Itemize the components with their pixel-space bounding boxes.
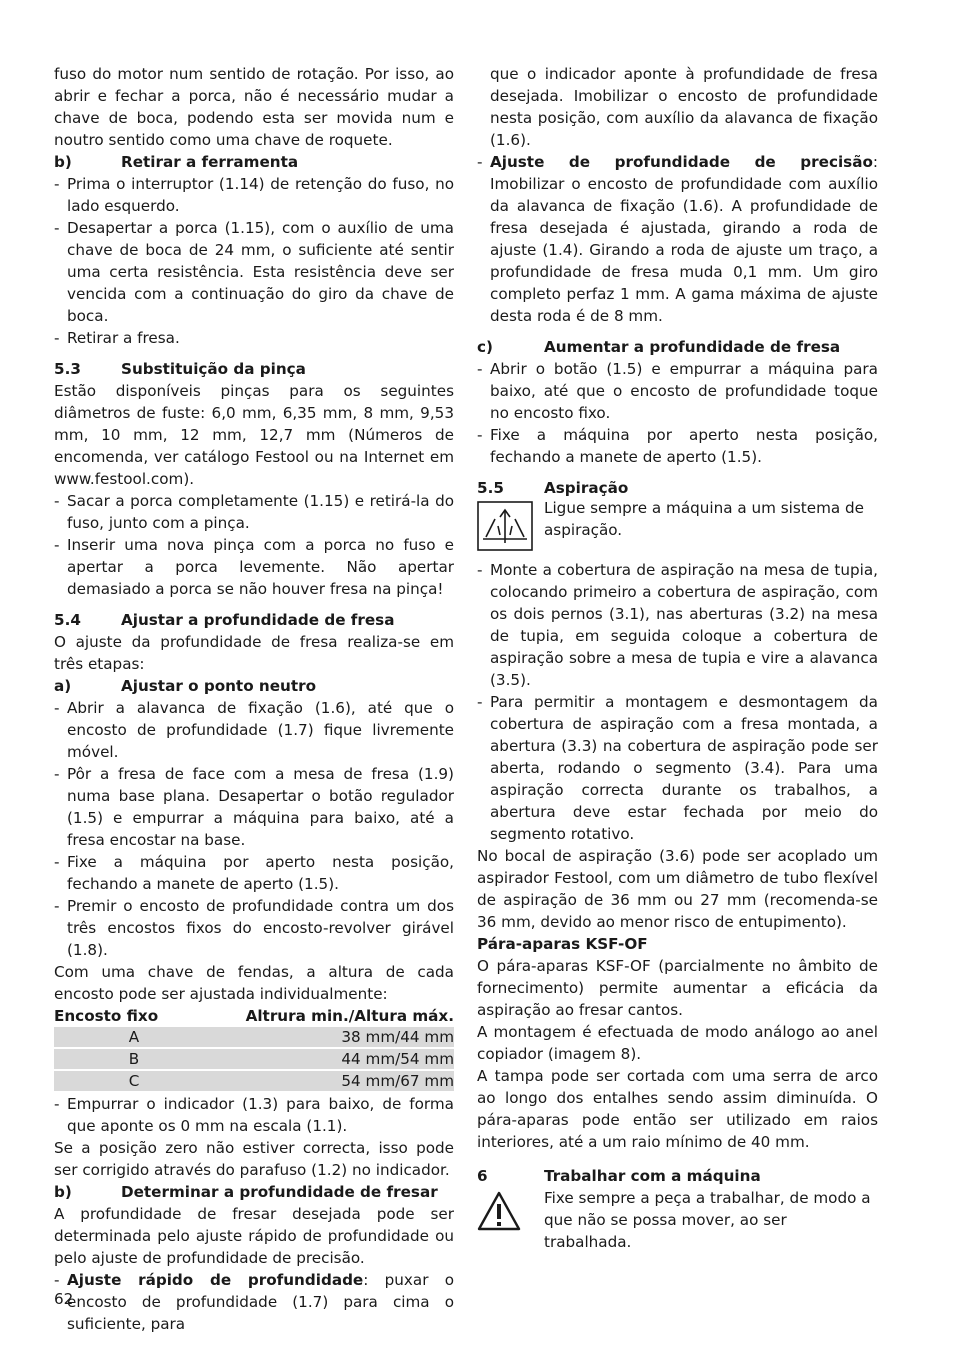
section-number: 6 — [477, 1167, 488, 1185]
list-item: - Premir o encosto de profundidade contra um dos três encostos fixos do encosto-revolver girável (1.8). — [54, 895, 454, 961]
left-column — [54, 63, 454, 1335]
section-heading — [54, 358, 454, 380]
list-item-text: : Imobilizar o encosto de profundidade com auxílio da alavanca de fixação (1.6). A profundidade de fresa desejada é ajustada, girando a roda de ajuste (1.4). Girando a roda de ajuste um traço, a profundidade de fresa muda 0,1 mm. Um giro completo perfaz 1 mm. A gama máxima de ajuste desta roda é de 8 mm. — [490, 153, 878, 325]
list-item — [54, 1269, 454, 1335]
paragraph: O ajuste da profundidade de fresa realiza-se em três etapas: — [54, 633, 454, 673]
subsection-number: b) — [54, 153, 72, 171]
table-cell: A — [128, 1028, 140, 1046]
extraction-notice — [477, 497, 878, 551]
list-item-bold: Ajuste rápido de profundidade — [67, 1271, 364, 1289]
list-item: - Para permitir a montagem e desmontagem da cobertura de aspiração com a fresa montada, a abertura (3.3) na cobertura de aspiração pode ser aberta, rodando o segmento (3.4). Para uma aspiração correcta durante os trabalhos, a abertura deve estar fechada por meio do segmento rotativo. — [477, 691, 878, 845]
list-item: - Pôr a fresa de face com a mesa de fresa (1.9) numa base plana. Desapertar o botão regulador (1.5) e empurrar a máquina para baixo, até a fresa encostar na base. — [54, 763, 454, 851]
list-item-bold: Ajuste de profundidade de precisão — [490, 153, 873, 171]
list-item: - Retirar a fresa. — [54, 327, 454, 349]
list-item: - Empurrar o indicador (1.3) para baixo, de forma que aponte os 0 mm na escala (1.1). — [54, 1093, 454, 1137]
icon-text: Fixe sempre a peça a trabalhar, de modo a que não se possa mover, ao ser trabalhada. — [544, 1189, 871, 1251]
subheading: Pára-aparas KSF-OF — [477, 935, 648, 953]
subsection-title: Ajustar o ponto neutro — [121, 677, 317, 695]
table-header-cell: Altrura min./Altura máx. — [245, 1007, 454, 1025]
table-cell: C — [128, 1072, 140, 1090]
paragraph: Se a posição zero não estiver correcta, isso pode ser corrigido através do parafuso (1.2) no indicador. — [54, 1139, 454, 1179]
dust-extraction-icon — [477, 501, 535, 551]
list-item-text: : puxar o encosto de profundidade (1.7) para cima o suficiente, para — [67, 1271, 454, 1333]
list-item: - Sacar a porca completamente (1.15) e retirá-la do fuso, junto com a pinça. — [54, 490, 454, 534]
table-cell: B — [128, 1050, 140, 1068]
subsection-number: b) — [54, 1183, 72, 1201]
section-number: 5.4 — [54, 611, 81, 629]
subsection-number: a) — [54, 677, 72, 695]
list-item: - Desapertar a porca (1.15), com o auxílio de uma chave de boca de 24 mm, o suficiente até sentir uma certa resistência. Esta resistência deve ser vencida com a continuação do giro da chave de boca. — [54, 217, 454, 327]
subsection-title: Determinar a profundidade de fresar — [121, 1183, 438, 1201]
table-cell: 38 mm/44 mm — [341, 1028, 454, 1046]
section-heading — [477, 477, 878, 499]
paragraph: O pára-aparas KSF-OF (parcialmente no âmbito de fornecimento) permite aumentar a eficácia da aspiração ao fresar cantos. — [477, 957, 878, 1019]
table-header — [54, 1005, 454, 1027]
paragraph: que o indicador aponte à profundidade de fresa desejada. Imobilizar o encosto de profundidade nesta posição, com auxílio da alavanca de fixação (1.6). — [490, 65, 878, 149]
section-heading — [54, 609, 454, 631]
paragraph: A profundidade de fresar desejada pode ser determinada pelo ajuste rápido de profundidade ou pelo ajuste de profundidade de precisão. — [54, 1205, 454, 1267]
list-item: - Abrir a alavanca de fixação (1.6), até que o encosto de profundidade (1.7) fique livremente móvel. — [54, 697, 454, 763]
table-row — [54, 1071, 454, 1091]
table-cell: 54 mm/67 mm — [341, 1072, 454, 1090]
subsection-heading — [54, 151, 454, 173]
subsection-title: Retirar a ferramenta — [121, 153, 299, 171]
safety-notice — [477, 1187, 878, 1253]
list-item: - Prima o interruptor (1.14) de retenção do fuso, no lado esquerdo. — [54, 173, 454, 217]
subsection-heading — [54, 1181, 454, 1203]
subsection-number: c) — [477, 338, 493, 356]
warning-triangle-icon — [477, 1191, 535, 1241]
paragraph: Com uma chave de fendas, a altura de cada encosto pode ser ajustada individualmente: — [54, 963, 454, 1003]
section-number: 5.5 — [477, 479, 504, 497]
right-column — [477, 63, 878, 1253]
list-item — [477, 151, 878, 327]
paragraph: No bocal de aspiração (3.6) pode ser acoplado um aspirador Festool, com um diâmetro de tubo flexível de aspiração de 36 mm ou 27 mm (recomenda-se 36 mm, devido ao menor risco de entupimento). — [477, 847, 878, 931]
stop-height-table — [54, 1005, 454, 1091]
section-title: Ajustar a profundidade de fresa — [121, 611, 395, 629]
table-row — [54, 1049, 454, 1069]
section-title: Aspiração — [544, 479, 629, 497]
subsection-heading — [54, 675, 454, 697]
subsection-title: Aumentar a profundidade de fresa — [544, 338, 841, 356]
table-row — [54, 1027, 454, 1047]
page-number: 62 — [54, 1290, 74, 1308]
section-heading — [477, 1165, 878, 1187]
table-cell: 44 mm/54 mm — [341, 1050, 454, 1068]
list-item: - Abrir o botão (1.5) e empurrar a máquina para baixo, até que o encosto de profundidade toque no encosto fixo. — [477, 358, 878, 424]
paragraph: A montagem é efectuada de modo análogo ao anel copiador (imagem 8). — [477, 1023, 878, 1063]
icon-text: Ligue sempre a máquina a um sistema de aspiração. — [544, 499, 865, 539]
table-header-cell: Encosto fixo — [54, 1007, 159, 1025]
paragraph: Estão disponíveis pinças para os seguintes diâmetros de fuste: 6,0 mm, 6,35 mm, 8 mm, 9,53 mm, 10 mm, 12 mm, 12,7 mm (Números de encomenda, ver catálogo Festool ou na Internet em www.festool.com). — [54, 382, 454, 488]
list-item: - Fixe a máquina por aperto nesta posição, fechando a manete de aperto (1.5). — [477, 424, 878, 468]
list-item: - Fixe a máquina por aperto nesta posição, fechando a manete de aperto (1.5). — [54, 851, 454, 895]
section-title: Trabalhar com a máquina — [544, 1167, 761, 1185]
section-number: 5.3 — [54, 360, 81, 378]
paragraph: fuso do motor num sentido de rotação. Por isso, ao abrir e fechar a porca, não é necessário mudar a chave de boca, podendo esta ser movida num e noutro sentido como uma chave de roquete. — [54, 65, 454, 149]
subsection-heading — [477, 336, 878, 358]
paragraph: A tampa pode ser cortada com uma serra de arco ao longo dos entalhes sendo assim diminuída. O pára-aparas pode então ser utilizado em raios interiores, até a um raio mínimo de 40 mm. — [477, 1067, 878, 1151]
list-item: - Monte a cobertura de aspiração na mesa de tupia, colocando primeiro a cobertura de aspiração, com os dois pernos (3.1), nas aberturas (3.2) na mesa de tupia, em seguida coloque a cobertura de aspiração sobre a mesa de tupia e vire a alavanca (3.5). — [477, 559, 878, 691]
list-item: - Inserir uma nova pinça com a porca no fuso e apertar a porca levemente. Não apertar demasiado a porca se não houver fresa na pinça! — [54, 534, 454, 600]
section-title: Substituição da pinça — [121, 360, 306, 378]
